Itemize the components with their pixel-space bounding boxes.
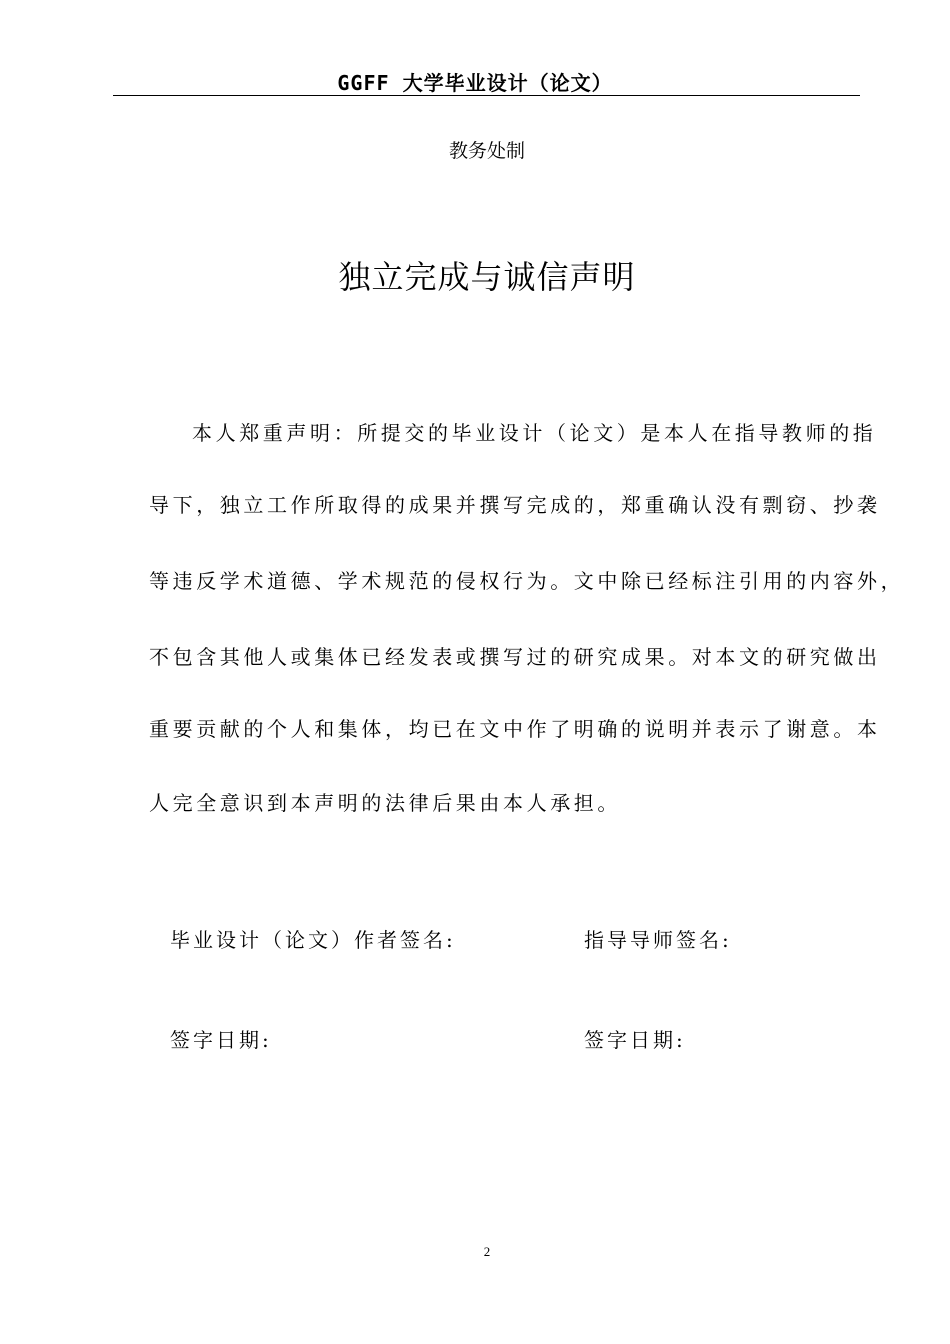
statement-line: 导下，独立工作所取得的成果并撰写完成的，郑重确认没有剽窃、抄袭 bbox=[149, 493, 881, 517]
header-divider bbox=[113, 95, 860, 96]
statement-line: 等违反学术道德、学术规范的侵权行为。文中除已经标注引用的内容外， bbox=[149, 569, 905, 593]
issuing-office: 教务处制 bbox=[448, 140, 525, 162]
statement-line: 重要贡献的个人和集体，均已在文中作了明确的说明并表示了谢意。本 bbox=[149, 717, 881, 741]
statement-line: 不包含其他人或集体已经发表或撰写过的研究成果。对本文的研究做出 bbox=[149, 645, 881, 669]
author-date-label: 签字日期: bbox=[170, 1028, 272, 1052]
statement-line: 人完全意识到本声明的法律后果由本人承担。 bbox=[149, 791, 621, 815]
page-number: 2 bbox=[483, 1244, 491, 1259]
header-title: GGFF 大学毕业设计（论文） bbox=[337, 71, 613, 95]
advisor-date-label: 签字日期: bbox=[584, 1028, 686, 1052]
advisor-signature-label: 指导导师签名: bbox=[584, 928, 732, 952]
statement-line: 本人郑重声明：所提交的毕业设计（论文）是本人在指导教师的指 bbox=[192, 421, 877, 445]
author-signature-label: 毕业设计（论文）作者签名: bbox=[170, 928, 456, 952]
document-title: 独立完成与诚信声明 bbox=[338, 258, 636, 296]
